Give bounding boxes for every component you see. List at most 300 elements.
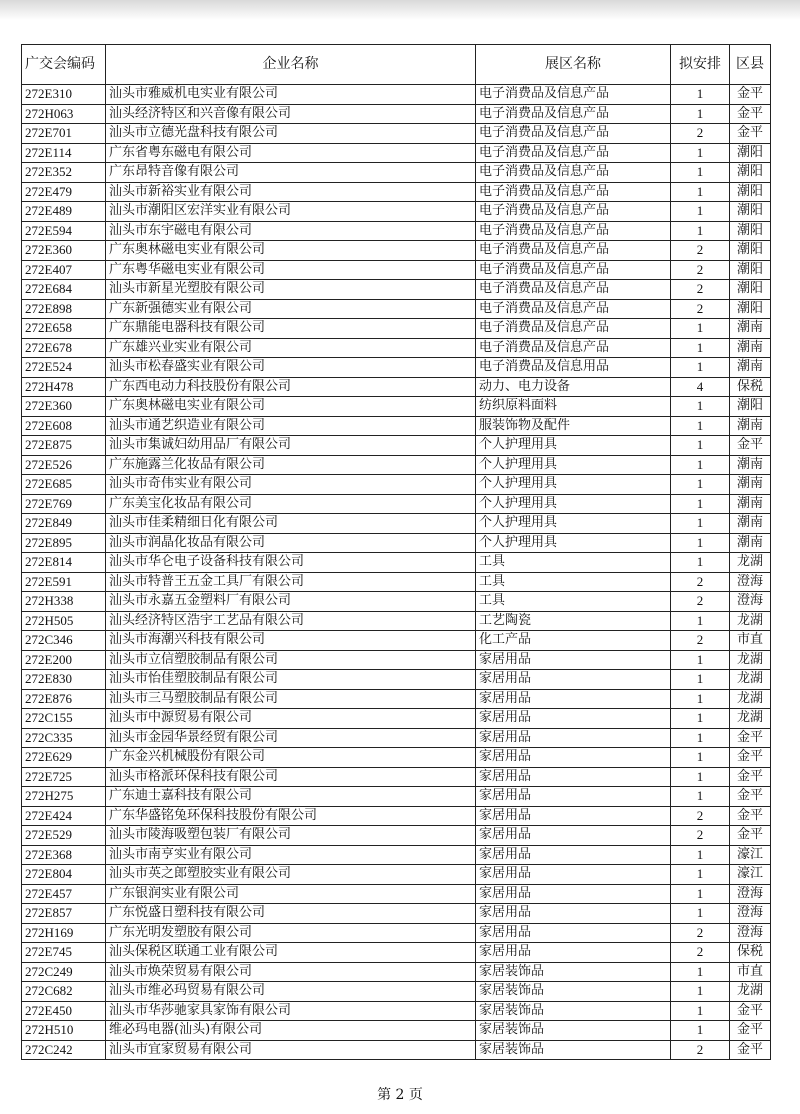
code-cell: 272H510	[22, 1021, 106, 1041]
hall-cell: 化工产品	[476, 631, 671, 651]
company-cell: 汕头市潮阳区宏洋实业有限公司	[106, 202, 476, 222]
qty-cell: 1	[671, 163, 730, 183]
table-row	[22, 494, 771, 514]
code-cell: 272E524	[22, 358, 106, 378]
table-row	[22, 436, 771, 456]
code-cell: 272C155	[22, 709, 106, 729]
district-cell: 澄海	[730, 923, 771, 943]
hall-cell: 家居用品	[476, 767, 671, 787]
code-cell: 272C346	[22, 631, 106, 651]
table-row	[22, 319, 771, 339]
district-cell: 龙湖	[730, 553, 771, 573]
company-cell: 汕头市立德光盘科技有限公司	[106, 124, 476, 144]
hall-cell: 家居装饰品	[476, 1021, 671, 1041]
company-cell: 广东光明发塑胶有限公司	[106, 923, 476, 943]
hall-cell: 电子消费品及信息产品	[476, 241, 671, 261]
code-cell: 272E849	[22, 514, 106, 534]
district-cell: 金平	[730, 767, 771, 787]
header-code: 广交会编码	[22, 45, 106, 85]
company-cell: 广东鼎能电器科技有限公司	[106, 319, 476, 339]
code-cell: 272E898	[22, 299, 106, 319]
table-row	[22, 533, 771, 553]
code-cell: 272C249	[22, 962, 106, 982]
company-cell: 汕头市维必玛贸易有限公司	[106, 982, 476, 1002]
company-cell: 广东迪士嘉科技有限公司	[106, 787, 476, 807]
company-cell: 汕头市东宇磁电有限公司	[106, 221, 476, 241]
district-cell: 金平	[730, 1021, 771, 1041]
district-cell: 金平	[730, 436, 771, 456]
district-cell: 潮南	[730, 533, 771, 553]
district-cell: 金平	[730, 748, 771, 768]
code-cell: 272E685	[22, 475, 106, 495]
exhibitor-table	[21, 44, 771, 1060]
hall-cell: 电子消费品及信息产品	[476, 85, 671, 105]
table-row	[22, 416, 771, 436]
qty-cell: 2	[671, 260, 730, 280]
qty-cell: 2	[671, 923, 730, 943]
hall-cell: 电子消费品及信息产品	[476, 280, 671, 300]
hall-cell: 电子消费品及信息产品	[476, 163, 671, 183]
table-row	[22, 455, 771, 475]
qty-cell: 1	[671, 182, 730, 202]
district-cell: 潮阳	[730, 163, 771, 183]
table-row	[22, 592, 771, 612]
district-cell: 龙湖	[730, 709, 771, 729]
company-cell: 汕头市华仑电子设备科技有限公司	[106, 553, 476, 573]
company-cell: 汕头市陵海吸塑包装厂有限公司	[106, 826, 476, 846]
code-cell: 272E526	[22, 455, 106, 475]
qty-cell: 1	[671, 436, 730, 456]
code-cell: 272H063	[22, 104, 106, 124]
company-cell: 广东西电动力科技股份有限公司	[106, 377, 476, 397]
qty-cell: 1	[671, 319, 730, 339]
table-row	[22, 377, 771, 397]
code-cell: 272E200	[22, 650, 106, 670]
district-cell: 金平	[730, 124, 771, 144]
code-cell: 272H505	[22, 611, 106, 631]
hall-cell: 家居用品	[476, 806, 671, 826]
hall-cell: 电子消费品及信息产品	[476, 260, 671, 280]
company-cell: 汕头市中源贸易有限公司	[106, 709, 476, 729]
district-cell: 金平	[730, 806, 771, 826]
district-cell: 潮南	[730, 494, 771, 514]
qty-cell: 1	[671, 475, 730, 495]
code-cell: 272C335	[22, 728, 106, 748]
qty-cell: 1	[671, 728, 730, 748]
code-cell: 272E352	[22, 163, 106, 183]
qty-cell: 1	[671, 611, 730, 631]
company-cell: 广东华盛铭兔环保科技股份有限公司	[106, 806, 476, 826]
hall-cell: 动力、电力设备	[476, 377, 671, 397]
code-cell: 272E368	[22, 845, 106, 865]
qty-cell: 1	[671, 845, 730, 865]
code-cell: 272E745	[22, 943, 106, 963]
district-cell: 龙湖	[730, 670, 771, 690]
table-row	[22, 475, 771, 495]
header-district: 区县	[730, 45, 771, 85]
qty-cell: 1	[671, 514, 730, 534]
code-cell: 272E479	[22, 182, 106, 202]
table-header-row	[22, 45, 771, 85]
hall-cell: 个人护理用具	[476, 533, 671, 553]
hall-cell: 家居用品	[476, 748, 671, 768]
district-cell: 澄海	[730, 904, 771, 924]
district-cell: 潮南	[730, 514, 771, 534]
company-cell: 汕头市华莎驰家具家饰有限公司	[106, 1001, 476, 1021]
district-cell: 潮阳	[730, 221, 771, 241]
table-row	[22, 85, 771, 105]
code-cell: 272E857	[22, 904, 106, 924]
district-cell: 潮南	[730, 338, 771, 358]
table-row	[22, 124, 771, 144]
hall-cell: 电子消费品及信息产品	[476, 143, 671, 163]
hall-cell: 电子消费品及信息用品	[476, 358, 671, 378]
code-cell: 272E424	[22, 806, 106, 826]
hall-cell: 个人护理用具	[476, 494, 671, 514]
code-cell: 272E529	[22, 826, 106, 846]
district-cell: 龙湖	[730, 611, 771, 631]
district-cell: 龙湖	[730, 689, 771, 709]
district-cell: 潮阳	[730, 299, 771, 319]
hall-cell: 电子消费品及信息产品	[476, 338, 671, 358]
hall-cell: 个人护理用具	[476, 436, 671, 456]
table-body	[22, 85, 771, 1060]
district-cell: 濠江	[730, 845, 771, 865]
qty-cell: 1	[671, 884, 730, 904]
table-row	[22, 845, 771, 865]
hall-cell: 电子消费品及信息产品	[476, 182, 671, 202]
table-row	[22, 728, 771, 748]
code-cell: 272E830	[22, 670, 106, 690]
district-cell: 金平	[730, 85, 771, 105]
code-cell: 272E310	[22, 85, 106, 105]
district-cell: 金平	[730, 1001, 771, 1021]
company-cell: 汕头保税区联通工业有限公司	[106, 943, 476, 963]
qty-cell: 1	[671, 143, 730, 163]
code-cell: 272C242	[22, 1040, 106, 1060]
table-row	[22, 904, 771, 924]
qty-cell: 1	[671, 748, 730, 768]
district-cell: 市直	[730, 631, 771, 651]
header-hall: 展区名称	[476, 45, 671, 85]
code-cell: 272E629	[22, 748, 106, 768]
hall-cell: 家居用品	[476, 923, 671, 943]
table-row	[22, 709, 771, 729]
qty-cell: 1	[671, 85, 730, 105]
company-cell: 汕头经济特区和兴音像有限公司	[106, 104, 476, 124]
company-cell: 广东粤华磁电实业有限公司	[106, 260, 476, 280]
qty-cell: 1	[671, 104, 730, 124]
table-row	[22, 865, 771, 885]
table-row	[22, 143, 771, 163]
table-row	[22, 923, 771, 943]
hall-cell: 工具	[476, 592, 671, 612]
code-cell: 272H169	[22, 923, 106, 943]
table-row	[22, 982, 771, 1002]
hall-cell: 工具	[476, 572, 671, 592]
table-row	[22, 202, 771, 222]
hall-cell: 个人护理用具	[476, 475, 671, 495]
hall-cell: 家居用品	[476, 943, 671, 963]
header-company: 企业名称	[106, 45, 476, 85]
district-cell: 潮阳	[730, 143, 771, 163]
district-cell: 潮阳	[730, 280, 771, 300]
qty-cell: 1	[671, 358, 730, 378]
code-cell: 272E701	[22, 124, 106, 144]
qty-cell: 1	[671, 221, 730, 241]
code-cell: 272E725	[22, 767, 106, 787]
table-row	[22, 1040, 771, 1060]
hall-cell: 家居用品	[476, 670, 671, 690]
table-row	[22, 397, 771, 417]
qty-cell: 1	[671, 709, 730, 729]
code-cell: 272E594	[22, 221, 106, 241]
table-row	[22, 943, 771, 963]
hall-cell: 个人护理用具	[476, 514, 671, 534]
qty-cell: 1	[671, 338, 730, 358]
company-cell: 汕头市新裕实业有限公司	[106, 182, 476, 202]
qty-cell: 1	[671, 553, 730, 573]
qty-cell: 2	[671, 943, 730, 963]
table-row	[22, 748, 771, 768]
qty-cell: 1	[671, 1021, 730, 1041]
hall-cell: 家居用品	[476, 884, 671, 904]
code-cell: 272E658	[22, 319, 106, 339]
district-cell: 潮阳	[730, 182, 771, 202]
code-cell: 272E407	[22, 260, 106, 280]
company-cell: 广东银润实业有限公司	[106, 884, 476, 904]
hall-cell: 家居用品	[476, 709, 671, 729]
code-cell: 272E591	[22, 572, 106, 592]
hall-cell: 电子消费品及信息产品	[476, 124, 671, 144]
hall-cell: 家居用品	[476, 728, 671, 748]
qty-cell: 1	[671, 982, 730, 1002]
table-row	[22, 806, 771, 826]
hall-cell: 工艺陶瓷	[476, 611, 671, 631]
table-row	[22, 553, 771, 573]
table-row	[22, 884, 771, 904]
company-cell: 广东施露兰化妆品有限公司	[106, 455, 476, 475]
table-row	[22, 572, 771, 592]
qty-cell: 1	[671, 202, 730, 222]
qty-cell: 1	[671, 650, 730, 670]
company-cell: 汕头市通艺织造业有限公司	[106, 416, 476, 436]
code-cell: 272E360	[22, 397, 106, 417]
qty-cell: 1	[671, 494, 730, 514]
hall-cell: 电子消费品及信息产品	[476, 299, 671, 319]
district-cell: 保税	[730, 377, 771, 397]
company-cell: 汕头市润晶化妆品有限公司	[106, 533, 476, 553]
company-cell: 汕头市松春盛实业有限公司	[106, 358, 476, 378]
company-cell: 广东悦盛日塑科技有限公司	[106, 904, 476, 924]
qty-cell: 2	[671, 124, 730, 144]
company-cell: 广东奥林磁电实业有限公司	[106, 397, 476, 417]
table-row	[22, 1001, 771, 1021]
code-cell: 272C682	[22, 982, 106, 1002]
qty-cell: 2	[671, 572, 730, 592]
table-row	[22, 826, 771, 846]
code-cell: 272H478	[22, 377, 106, 397]
hall-cell: 纺织原料面料	[476, 397, 671, 417]
table-row	[22, 163, 771, 183]
hall-cell: 电子消费品及信息产品	[476, 104, 671, 124]
company-cell: 汕头市新星光塑胶有限公司	[106, 280, 476, 300]
qty-cell: 1	[671, 904, 730, 924]
hall-cell: 电子消费品及信息产品	[476, 202, 671, 222]
district-cell: 潮南	[730, 475, 771, 495]
code-cell: 272E875	[22, 436, 106, 456]
code-cell: 272E678	[22, 338, 106, 358]
table-row	[22, 241, 771, 261]
company-cell: 汕头市格派环保科技有限公司	[106, 767, 476, 787]
district-cell: 龙湖	[730, 650, 771, 670]
table-row	[22, 221, 771, 241]
company-cell: 广东雄兴业实业有限公司	[106, 338, 476, 358]
district-cell: 潮阳	[730, 260, 771, 280]
code-cell: 272E876	[22, 689, 106, 709]
company-cell: 汕头市怡佳塑胶制品有限公司	[106, 670, 476, 690]
district-cell: 澄海	[730, 884, 771, 904]
hall-cell: 工具	[476, 553, 671, 573]
code-cell: 272E684	[22, 280, 106, 300]
code-cell: 272E895	[22, 533, 106, 553]
table-row	[22, 962, 771, 982]
table-row	[22, 358, 771, 378]
district-cell: 金平	[730, 728, 771, 748]
table-row	[22, 689, 771, 709]
company-cell: 汕头市海潮兴科技有限公司	[106, 631, 476, 651]
hall-cell: 电子消费品及信息产品	[476, 221, 671, 241]
code-cell: 272H275	[22, 787, 106, 807]
table-row	[22, 767, 771, 787]
qty-cell: 2	[671, 299, 730, 319]
company-cell: 汕头市特普王五金工具厂有限公司	[106, 572, 476, 592]
qty-cell: 2	[671, 280, 730, 300]
hall-cell: 家居用品	[476, 650, 671, 670]
company-cell: 汕头市金园华景经贸有限公司	[106, 728, 476, 748]
hall-cell: 家居用品	[476, 865, 671, 885]
hall-cell: 家居用品	[476, 787, 671, 807]
code-cell: 272E489	[22, 202, 106, 222]
company-cell: 汕头经济特区浩宇工艺品有限公司	[106, 611, 476, 631]
company-cell: 汕头市南亨实业有限公司	[106, 845, 476, 865]
qty-cell: 1	[671, 533, 730, 553]
company-cell: 汕头市佳柔精细日化有限公司	[106, 514, 476, 534]
qty-cell: 2	[671, 241, 730, 261]
qty-cell: 2	[671, 806, 730, 826]
hall-cell: 家居装饰品	[476, 1040, 671, 1060]
district-cell: 金平	[730, 787, 771, 807]
company-cell: 汕头市焕荣贸易有限公司	[106, 962, 476, 982]
hall-cell: 家居装饰品	[476, 962, 671, 982]
company-cell: 广东昂特音像有限公司	[106, 163, 476, 183]
company-cell: 广东美宝化妆品有限公司	[106, 494, 476, 514]
hall-cell: 家居用品	[476, 689, 671, 709]
code-cell: 272H338	[22, 592, 106, 612]
code-cell: 272E450	[22, 1001, 106, 1021]
code-cell: 272E457	[22, 884, 106, 904]
hall-cell: 服装饰物及配件	[476, 416, 671, 436]
hall-cell: 电子消费品及信息产品	[476, 319, 671, 339]
qty-cell: 2	[671, 631, 730, 651]
qty-cell: 1	[671, 865, 730, 885]
district-cell: 市直	[730, 962, 771, 982]
hall-cell: 家居用品	[476, 826, 671, 846]
district-cell: 金平	[730, 104, 771, 124]
table-row	[22, 650, 771, 670]
district-cell: 保税	[730, 943, 771, 963]
table-row	[22, 611, 771, 631]
qty-cell: 1	[671, 455, 730, 475]
qty-cell: 4	[671, 377, 730, 397]
table-row	[22, 280, 771, 300]
district-cell: 澄海	[730, 572, 771, 592]
company-cell: 汕头市宜家贸易有限公司	[106, 1040, 476, 1060]
code-cell: 272E814	[22, 553, 106, 573]
table-row	[22, 338, 771, 358]
table-row	[22, 260, 771, 280]
code-cell: 272E360	[22, 241, 106, 261]
qty-cell: 1	[671, 962, 730, 982]
table-row	[22, 104, 771, 124]
hall-cell: 个人护理用具	[476, 455, 671, 475]
code-cell: 272E804	[22, 865, 106, 885]
company-cell: 汕头市三马塑胶制品有限公司	[106, 689, 476, 709]
hall-cell: 家居用品	[476, 904, 671, 924]
qty-cell: 2	[671, 592, 730, 612]
company-cell: 汕头市雅威机电实业有限公司	[106, 85, 476, 105]
qty-cell: 2	[671, 1040, 730, 1060]
company-cell: 广东省粤东磁电有限公司	[106, 143, 476, 163]
company-cell: 汕头市奇伟实业有限公司	[106, 475, 476, 495]
header-qty: 拟安排	[671, 45, 730, 85]
table-row	[22, 1021, 771, 1041]
hall-cell: 家居用品	[476, 845, 671, 865]
scan-top-shadow	[0, 0, 800, 20]
district-cell: 龙湖	[730, 982, 771, 1002]
qty-cell: 2	[671, 826, 730, 846]
district-cell: 潮阳	[730, 202, 771, 222]
table-row	[22, 670, 771, 690]
district-cell: 潮南	[730, 455, 771, 475]
qty-cell: 1	[671, 689, 730, 709]
company-cell: 汕头市英之郎塑胶实业有限公司	[106, 865, 476, 885]
qty-cell: 1	[671, 416, 730, 436]
table-row	[22, 182, 771, 202]
district-cell: 潮阳	[730, 397, 771, 417]
qty-cell: 1	[671, 787, 730, 807]
qty-cell: 1	[671, 397, 730, 417]
qty-cell: 1	[671, 767, 730, 787]
district-cell: 濠江	[730, 865, 771, 885]
district-cell: 金平	[730, 826, 771, 846]
company-cell: 广东奥林磁电实业有限公司	[106, 241, 476, 261]
company-cell: 广东金兴机械股份有限公司	[106, 748, 476, 768]
company-cell: 汕头市永嘉五金塑料厂有限公司	[106, 592, 476, 612]
table-row	[22, 299, 771, 319]
code-cell: 272E769	[22, 494, 106, 514]
hall-cell: 家居装饰品	[476, 982, 671, 1002]
company-cell: 汕头市立信塑胶制品有限公司	[106, 650, 476, 670]
company-cell: 广东新强德实业有限公司	[106, 299, 476, 319]
company-cell: 汕头市集诚妇幼用品厂有限公司	[106, 436, 476, 456]
table-row	[22, 514, 771, 534]
company-cell: 维必玛电器(汕头)有限公司	[106, 1021, 476, 1041]
qty-cell: 1	[671, 1001, 730, 1021]
qty-cell: 1	[671, 670, 730, 690]
page-number: 第 2 页	[377, 1087, 423, 1103]
table-row	[22, 631, 771, 651]
